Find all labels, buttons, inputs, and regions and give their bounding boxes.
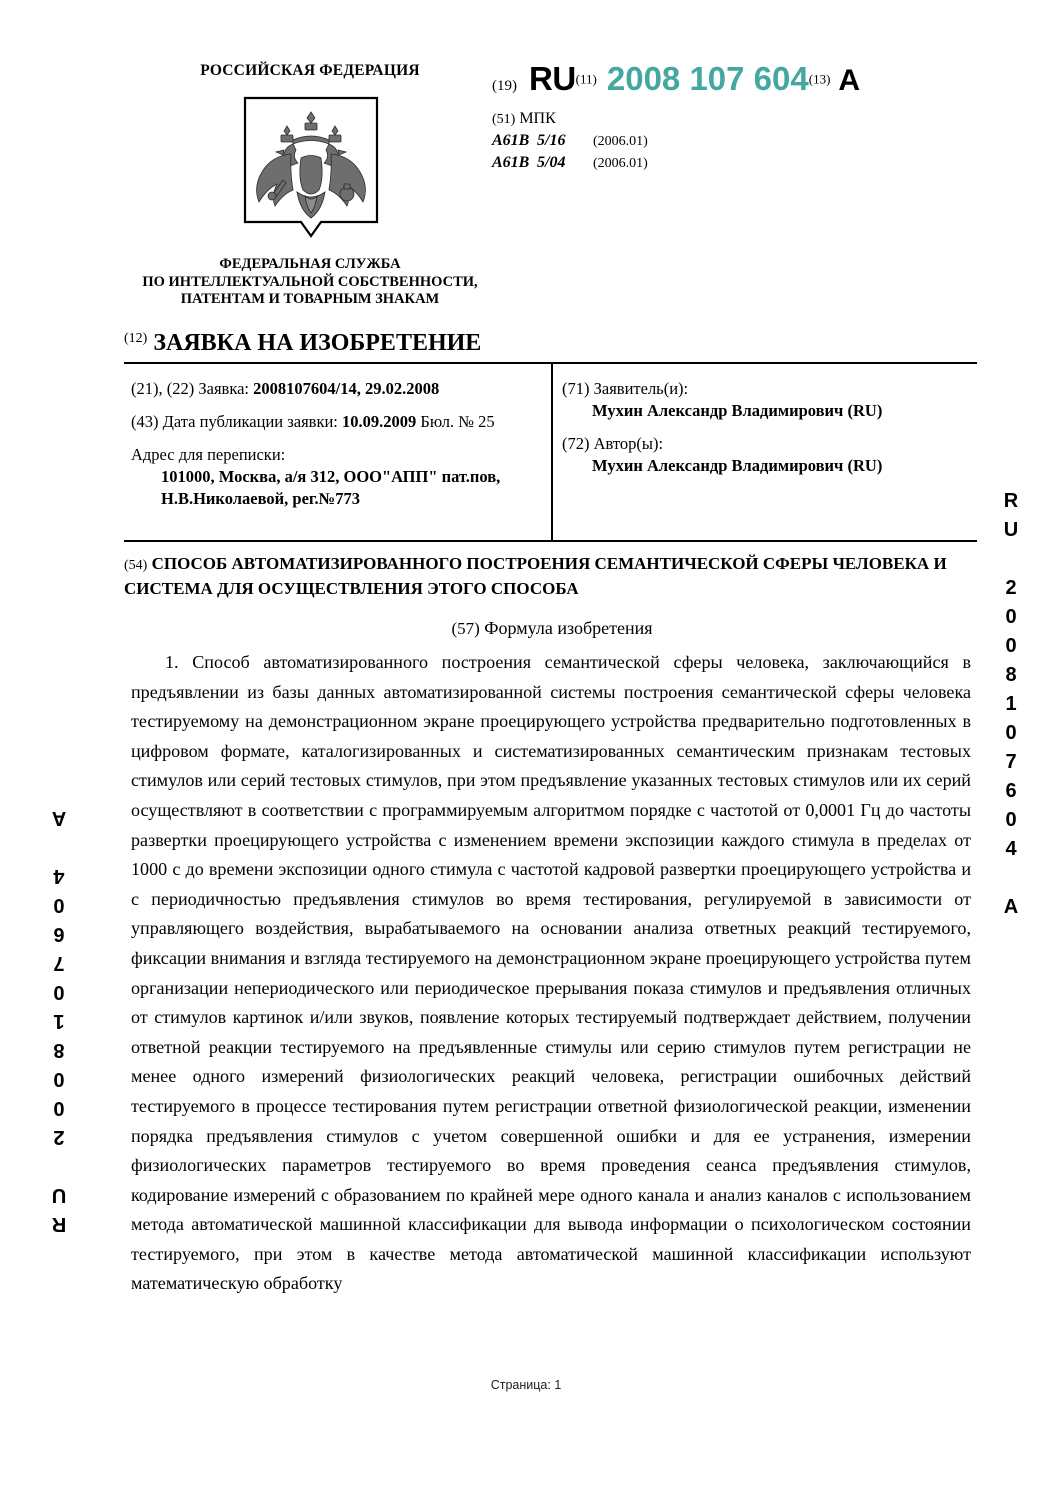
inventor-inid: (72) Автор(ы):: [562, 434, 664, 453]
publication-inid: (43) Дата публикации заявки:: [131, 412, 338, 431]
publication-number-line: [492, 60, 860, 98]
publication-bulletin: Бюл. № 25: [420, 412, 495, 431]
document-type-heading: [124, 330, 481, 357]
inid-13: (13): [808, 71, 831, 87]
claims-heading: [124, 618, 980, 639]
agency-line-2: ПО ИНТЕЛЛЕКТУАЛЬНОЙ СОБСТВЕННОСТИ,: [142, 273, 478, 290]
publication-date: 10.09.2009: [342, 412, 417, 431]
publication-row: [131, 411, 543, 433]
document-type-label: ЗАЯВКА НА ИЗОБРЕТЕНИЕ: [153, 330, 482, 356]
ipc-version: (2006.01): [593, 156, 648, 171]
inid-51: (51): [492, 112, 516, 127]
applicant-inid: (71) Заявитель(и):: [562, 379, 689, 398]
invention-title-text: СПОСОБ АВТОМАТИЗИРОВАННОГО ПОСТРОЕНИЯ СЕМАНТИЧЕСКОЙ СФЕРЫ ЧЕЛОВЕКА И СИСТЕМА ДЛЯ ОСУЩЕСТВЛЕНИЯ ЭТОГО СПОСОБА: [124, 554, 947, 598]
application-row: [131, 378, 543, 400]
agency-line-1: ФЕДЕРАЛЬНАЯ СЛУЖБА: [219, 256, 401, 272]
claim-1-paragraph: 1. Способ автоматизированного построения семантической сферы человека, заключающийся в предъявлении из базы данных автоматизированной системы построения семантической сферы человека тестируемому на демонстрационном экране проецирующего устройства предварительно подготовленных в цифровом формате, каталогизированных и систематизированных семантическим признакам тестовых стимулов или серий тестовых стимулов, при этом предъявление указанных тестовых стимулов или их серий осуществляют в соответствии с программируемым алгоритмом порядке с частотой от 0,0001 Гц до частоты развертки проецирующего устройства с изменением времени экспозиции каждого стимула в пределах от 1000 с до времени экспозиции одного стимула с частотой кадровой развертки проецирующего устройства и с периодичностью предъявления стимулов во время тестирования, регулируемой в зависимости от управляющего воздействия, вырабатываемого на основании анализа ответных реакций тестируемого, фиксации внимания и взгляда тестируемого на демонстрационном экране проецирующего устройства путем организации непериодического или периодическое прерывания показа стимулов и предъявления отличных от стимулов картинок и/или звуков, появление которых тестируемый подтверждает действием, получении ответной реакции тестируемого на предъявленные стимулы или серию стимулов путем регистрации не менее одного измерений физиологических реакций человека, регистрации ошибочных действий тестируемого в процессе тестирования путем регистрации ответной физиологической реакции, изменении порядка предъявления стимулов с учетом совершенной ошибки и для ее устранения, измерении физиологических параметров тестируемого во время проведения сеанса предъявления стимулов, кодирование измерений с образованием по крайней мере одного канала и анализ каналов с использованием метода автоматической машинной классификации для вывода информации о психологическом состоянии тестируемого, при этом в качестве метода автоматической машинной классификации используют математическую обработку: [131, 652, 971, 1294]
kind-code: A: [838, 64, 861, 97]
ipc-class: A61B: [492, 154, 530, 171]
page-footer: Страница: 1: [490, 1378, 562, 1392]
table-rule-vertical: [551, 362, 553, 542]
correspondence-label: Адрес для переписки:: [131, 445, 286, 464]
side-code-right: RU 2008107604 A: [1000, 490, 1022, 925]
ipc-entry: [492, 152, 648, 174]
bibliographic-right-column: [562, 378, 972, 477]
agency-name: [110, 256, 510, 309]
ipc-heading: [492, 108, 648, 130]
side-code-left: RU 2008107604 A: [48, 800, 70, 1235]
document-header: [0, 0, 1052, 330]
country-code: RU: [529, 60, 576, 97]
bibliographic-left-column: [131, 378, 543, 510]
ipc-group: 5/04: [537, 154, 566, 171]
ipc-group: 5/16: [537, 132, 566, 149]
correspondence-line-2: Н.В.Николаевой, рег.№773: [161, 489, 360, 508]
agency-line-3: ПАТЕНТАМ И ТОВАРНЫМ ЗНАКАМ: [180, 291, 440, 307]
claims-heading-label: Формула изобретения: [484, 618, 653, 638]
inid-11: (11): [575, 71, 597, 87]
application-inid: (21), (22) Заявка:: [131, 379, 249, 398]
application-value: 2008107604/14, 29.02.2008: [253, 379, 440, 398]
inventor-row: [562, 433, 972, 477]
inid-57: (57): [451, 619, 480, 638]
table-rule-bottom: [124, 540, 977, 542]
correspondence-row: [131, 444, 543, 510]
application-number: 2008 107 604: [606, 60, 809, 97]
inid-12: (12): [124, 331, 148, 346]
ipc-entry: [492, 130, 648, 152]
ipc-block: [492, 108, 648, 174]
applicant-name: Мухин Александр Владимирович (RU): [592, 401, 883, 420]
claims-body: [131, 648, 971, 1299]
inid-19: (19): [492, 78, 517, 94]
invention-title: [124, 552, 980, 600]
applicant-row: [562, 378, 972, 422]
ipc-class: A61B: [492, 132, 530, 149]
country-heading: РОССИЙСКАЯ ФЕДЕРАЦИЯ: [200, 62, 420, 79]
ipc-label: МПК: [519, 110, 556, 127]
ipc-version: (2006.01): [593, 134, 648, 149]
inventor-name: Мухин Александр Владимирович (RU): [592, 456, 883, 475]
inid-54: (54): [124, 558, 148, 573]
correspondence-line-1: 101000, Москва, а/я 312, ООО"АПП" пат.пов,: [161, 467, 501, 486]
russian-coat-of-arms-icon: [243, 96, 379, 264]
